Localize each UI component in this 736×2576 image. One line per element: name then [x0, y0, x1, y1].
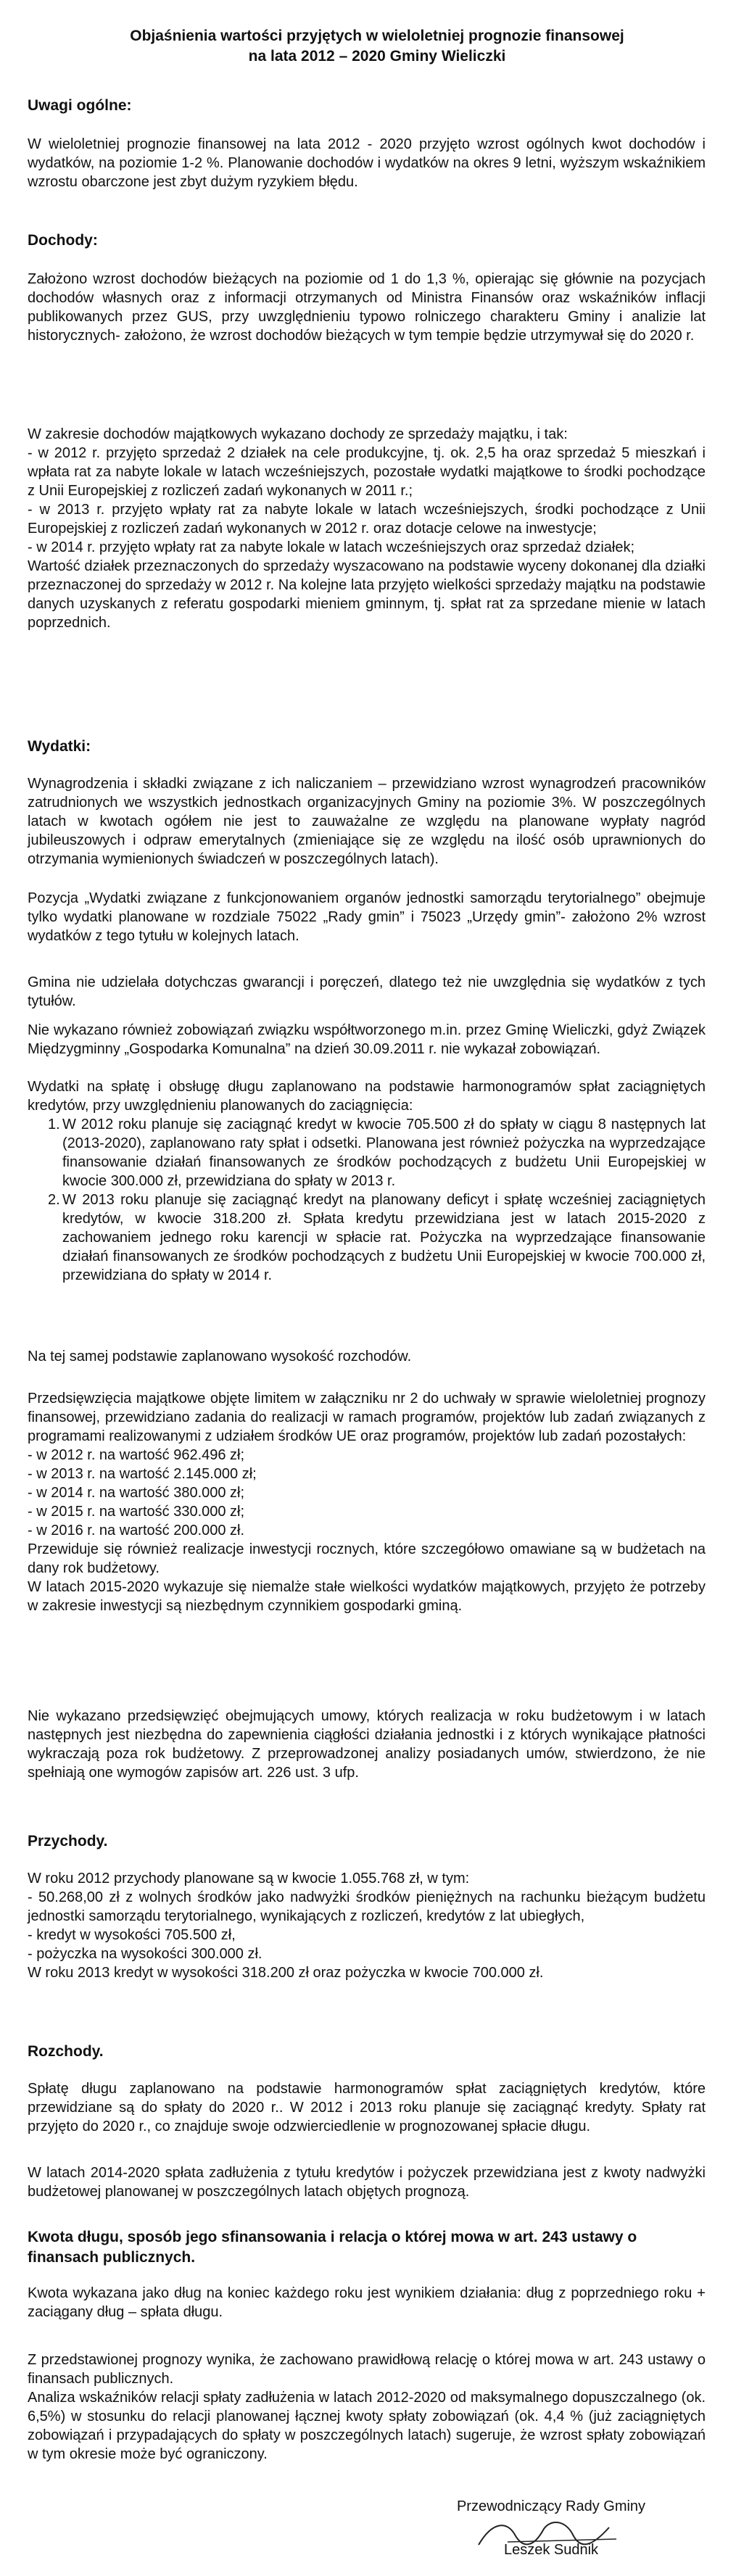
inwestycje-line: - w 2015 r. na wartość 330.000 zł;	[28, 1504, 245, 1520]
inwestycje-line: - w 2016 r. na wartość 200.000 zł.	[28, 1523, 245, 1538]
przychody-line: - pożyczka na wysokości 300.000 zł.	[28, 1946, 262, 1962]
wydatki-paragraph-4: Nie wykazano również zobowiązań związku współtworzonego m.in. przez Gminę Wieliczki, gdyż Związek Międzygminny „Gospodarka Komunalna” na dzień 30.09.2011 r. nie wykazał zobowiązań.	[28, 1022, 706, 1057]
rozchody-paragraph-1: Spłatę długu zaplanowano na podstawie harmonogramów spłat zaciągniętych kredytów, które przewidziane są do spłaty do 2020 r.. W 2012 i 2013 roku planuje się zaciągnąć kredyty. Spłaty rat przyjęto do 2020 r., co znajduje swoje odzwierciedlenie w prognozowanej spłacie długu.	[28, 2081, 706, 2134]
dochody-paragraph-1: Założono wzrost dochodów bieżących na poziomie od 1 do 1,3 %, opierając się głównie na pozycjach dochodów własnych oraz z informacji otrzymanych od Ministra Finansów oraz wskaźników inflacji publikowanych przez GUS, przy uwzględnieniu typowo rolniczego charakteru Gminy i analizie lat historycznych- założono, że wzrost dochodów bieżących w tym tempie będzie utrzymywał się do 2020 r.	[28, 271, 706, 344]
heading-wydatki: Wydatki:	[28, 738, 91, 755]
kwota-paragraph-2: Z przedstawionej prognozy wynika, że zachowano prawidłową relację o której mowa w art. 243 ustawy o finansach publicznych.	[28, 2352, 706, 2387]
heading-przychody: Przychody.	[28, 1833, 108, 1850]
dochody-line: W zakresie dochodów majątkowych wykazano dochody ze sprzedaży majątku, i tak:	[28, 426, 568, 442]
wydatki-paragraph-5: Wydatki na spłatę i obsługę długu zaplanowano na podstawie harmonogramów spłat zaciągniętych kredytów, przy uwzględnieniu planowanych do zaciągnięcia:	[28, 1079, 706, 1114]
przychody-line: W roku 2012 przychody planowane są w kwocie 1.055.768 zł, w tym:	[28, 1871, 470, 1887]
uwagi-text: W wieloletniej prognozie finansowej na lata 2012 - 2020 przyjęto wzrost ogólnych kwot dochodów i wydatków, na poziomie 1-2 %. Planowanie dochodów i wydatków na okres 9 letni, wyższym wskaźnikiem wzrostu obarczone jest zbyt dużym ryzykiem błędu.	[28, 136, 706, 190]
kwota-paragraph-1: Kwota wykazana jako dług na koniec każdego roku jest wynikiem działania: dług z poprzedniego roku + zaciągany dług – spłata długu.	[28, 2285, 706, 2320]
kredyty-list	[28, 1115, 706, 1285]
signature-name: Leszek Sudnik	[503, 2542, 599, 2558]
document-title	[65, 26, 689, 67]
dochody-line: - w 2012 r. przyjęto sprzedaż 2 działek na cele produkcyjne, tj. ok. 2,5 ha oraz sprzedaż 5 mieszkań i wpłata rat za nabyte lokale w latach wcześniejszych, pozostałe wydatki majątkowe to środki pochodzące z Unii Europejskiej z rozliczeń zadań wykonanych w 2011 r.;	[28, 445, 706, 499]
heading-rozchody: Rozchody.	[28, 2043, 104, 2060]
list-item-number: 1.	[48, 1117, 60, 1132]
przychody-line: W roku 2013 kredyt w wysokości 318.200 zł oraz pożyczka w kwocie 700.000 zł.	[28, 1965, 544, 1981]
dochody-line: Wartość działek przeznaczonych do sprzedaży wyszacowano na podstawie wyceny dokonanej dla działki przeznaczonej do sprzedaży w 2012 r. Na kolejne lata przyjęto wielkości sprzedaży majątku na podstawie danych uzyskanych z referatu gospodarki mieniem gminnym, tj. spłat rat za sprzedane mienie w latach poprzednich.	[28, 558, 706, 631]
kwota-paragraph-3: Analiza wskaźników relacji spłaty zadłużenia w latach 2012-2020 od maksymalnego dopuszczalnego (ok. 6,5%) w stosunku do relacji planowanej łącznej kwoty spłaty zobowiązań (ok. 4,4 % (już zaciągniętych zobowiązań i przypadających do spłaty w poszczególnych latach) sugeruje, że wzrost spłaty zobowiązań w tym okresie może być ograniczony.	[28, 2390, 706, 2462]
list-item-text: W 2012 roku planuje się zaciągnąć kredyt w kwocie 705.500 zł do spłaty w ciągu 8 następnych lat (2013-2020), zaplanowano raty spłat i odsetki. Planowana jest również pożyczka na wyprzedzające finansowanie działań finansowanych ze środków pochodzących z budżetu Unii Europejskiej w kwocie 300.000 zł, przewidziana do spłaty w 2013 r.	[62, 1117, 706, 1189]
wydatki-paragraph-3: Gmina nie udzielała dotychczas gwarancji i poręczeń, dlatego też nie uwzględnia się wydatków z tych tytułów.	[28, 974, 706, 1009]
wydatki-paragraph-8: Nie wykazano przedsięwzięć obejmujących umowy, których realizacja w roku budżetowym i w latach następnych jest niezbędna do zapewnienia ciągłości działania jednostki i z których wynikające płatności wykraczają poza rok budżetowy. Z przeprowadzonej analizy posiadanych umów, stwierdzono, że nie spełniają one wymogów zapisów art. 226 ust. 3 ufp.	[28, 1708, 706, 1781]
inwestycje-line: Przedsięwzięcia majątkowe objęte limitem w załączniku nr 2 do uchwały w sprawie wieloletniej prognozy finansowej, przewidziano zadania do realizacji w ramach programów, projektów lub zadań związanych z programami realizowanymi z udziałem środków UE oraz programów, projektów lub zadań pozostałych:	[28, 1391, 706, 1444]
przychody-line: - 50.268,00 zł z wolnych środków jako nadwyżki środków pieniężnych na rachunku bieżącym budżetu jednostki samorządu terytorialnego, wynikających z rozliczeń, kredytów z lat ubiegłych,	[28, 1889, 706, 1924]
inwestycje-line: W latach 2015-2020 wykazuje się niemalże stałe wielkości wydatków majątkowych, przyjęto że potrzeby w zakresie inwestycji są niezbędnym czynnikiem gospodarki gminą.	[28, 1579, 706, 1614]
heading-dochody: Dochody:	[28, 232, 98, 249]
wydatki-paragraph-6: Na tej samej podstawie zaplanowano wysokość rozchodów.	[28, 1349, 412, 1364]
dochody-paragraph-2	[28, 425, 706, 632]
wydatki-paragraph-2: Pozycja „Wydatki związane z funkcjonowaniem organów jednostki samorządu terytorialnego” obejmuje tylko wydatki planowane w rozdziale 75022 „Rady gmin” i 75023 „Urzędy gmin”- założono 2% wzrost wydatków z tego tytułu w kolejnych latach.	[28, 890, 706, 944]
przychody-line: - kredyt w wysokości 705.500 zł,	[28, 1927, 236, 1943]
list-item	[28, 1115, 706, 1190]
title-line-1: Objaśnienia wartości przyjętych w wieloletniej prognozie finansowej	[130, 28, 624, 44]
wydatki-paragraph-7	[28, 1389, 706, 1615]
rozchody-paragraph-2: W latach 2014-2020 spłata zadłużenia z tytułu kredytów i pożyczek przewidziana jest z kwoty nadwyżki budżetowej planowanej w poszczególnych latach objętych prognozą.	[28, 2165, 706, 2200]
inwestycje-line: Przewiduje się również realizacje inwestycji rocznych, które szczegółowo omawiane są w budżetach na dany rok budżetowy.	[28, 1541, 706, 1576]
dochody-line: - w 2013 r. przyjęto wpłaty rat za nabyte lokale w latach wcześniejszych, środki pochodzące z Unii Europejskiej z rozliczeń zadań wykonanych w 2012 r. oraz dotacje celowe na inwestycje;	[28, 502, 706, 537]
dochody-line: - w 2014 r. przyjęto wpłaty rat za nabyte lokale w latach wcześniejszych oraz sprzedaż działek;	[28, 539, 635, 555]
list-item-number: 2.	[48, 1192, 60, 1208]
inwestycje-line: - w 2012 r. na wartość 962.496 zł;	[28, 1447, 245, 1463]
przychody-text	[28, 1869, 706, 1982]
list-item	[28, 1190, 706, 1285]
list-item-text: W 2013 roku planuje się zaciągnąć kredyt na planowany deficyt i spłatę wcześniej zaciągniętych kredytów, w kwocie 318.200 zł. Spłata kredytu przewidziana jest w latach 2015-2020 z zachowaniem jednego roku karencji w spłacie rat. Pożyczka na wyprzedzające finansowanie działań finansowanych ze środków pochodzących z budżetu Unii Europejskiej w kwocie 700.000 zł, przewidziana do spłaty w 2014 r.	[62, 1192, 706, 1283]
title-line-2: na lata 2012 – 2020 Gminy Wieliczki	[248, 48, 506, 65]
heading-kwota-dlugu: Kwota długu, sposób jego sfinansowania i relacja o której mowa w art. 243 ustawy o finansach publicznych.	[28, 2229, 637, 2266]
inwestycje-line: - w 2014 r. na wartość 380.000 zł;	[28, 1485, 245, 1501]
signature-role: Przewodniczący Rady Gminy	[456, 2498, 646, 2514]
wydatki-paragraph-1: Wynagrodzenia i składki związane z ich naliczaniem – przewidziano wzrost wynagrodzeń pracowników zatrudnionych we wszystkich jednostkach organizacyjnych Gminy na poziomie 3%. W poszczególnych latach w kwotach ogółem nie jest to zauważalne ze względu na planowane wypłaty nagród jubileuszowych i odpraw emerytalnych (zmieniające się ze względu na ilość osób uprawnionych do otrzymania wymienionych świadczeń w poszczególnych latach).	[28, 776, 706, 867]
heading-uwagi: Uwagi ogólne:	[28, 97, 132, 114]
inwestycje-line: - w 2013 r. na wartość 2.145.000 zł;	[28, 1466, 257, 1482]
